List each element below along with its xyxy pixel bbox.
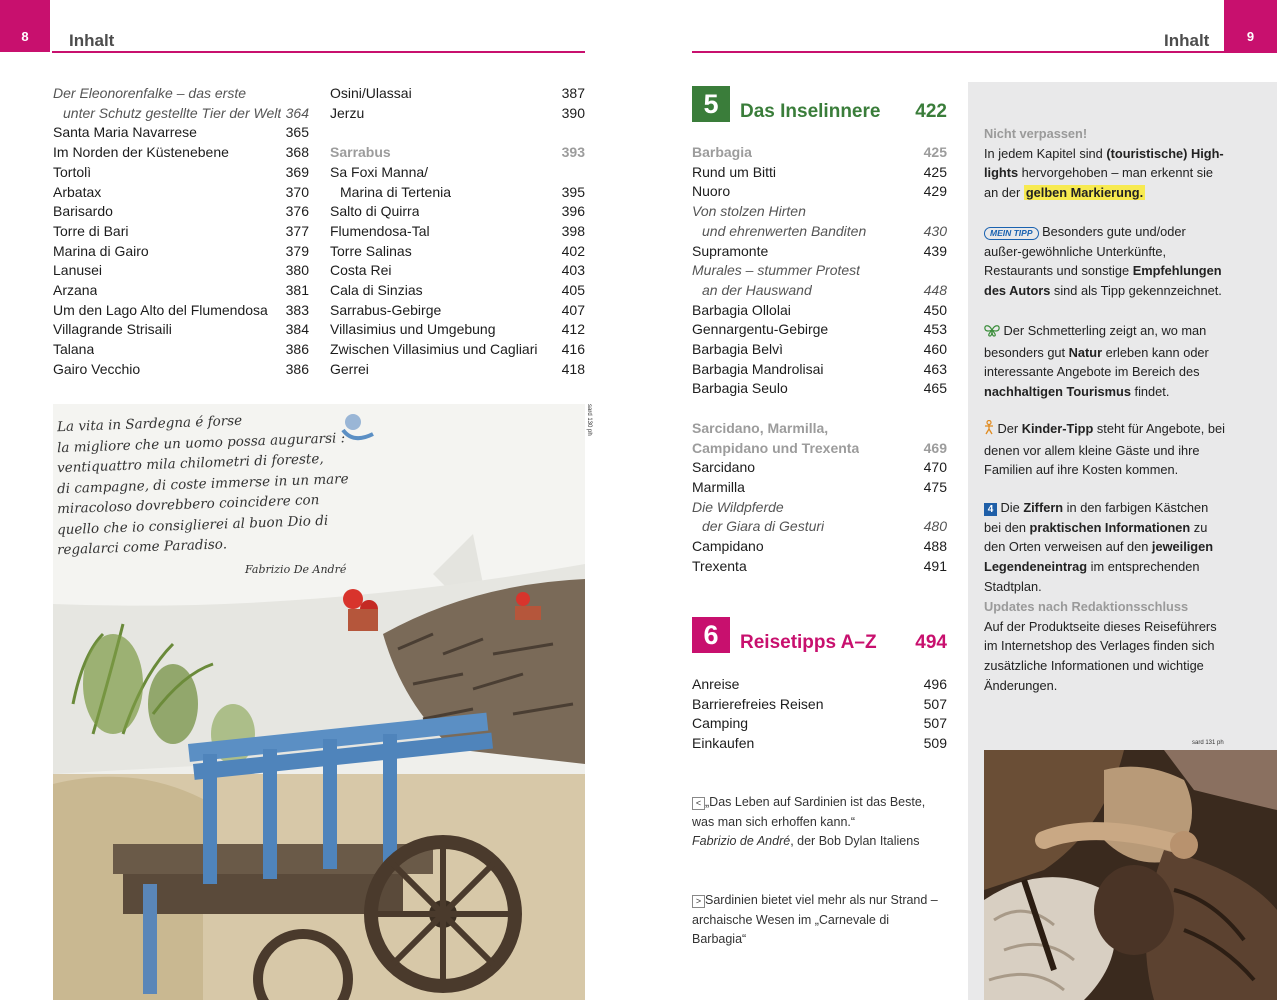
toc-entry-title: Barbagia Seulo [692,380,788,397]
photo-carnevale-barbagia [984,750,1277,1000]
toc-entry-title: Marina di Gairo [53,242,149,259]
toc-entry-title: Arzana [53,282,98,299]
toc-entry-page: 364 [285,104,309,121]
toc-entry-title: Gairo Vecchio [53,360,141,377]
photo-credit-right: sard 131 ph [1192,740,1224,746]
legend-highlights-head: Nicht verpassen! [984,126,1088,141]
toc-section-heading[interactable] [692,143,947,163]
toc-entry-page: 491 [923,557,947,574]
toc-entry-page: 453 [923,321,947,338]
toc-section-heading[interactable] [330,143,585,163]
toc-entry-page: 393 [561,144,585,161]
toc-entry-page: 386 [285,341,309,358]
toc-entry[interactable] [53,261,309,281]
toc-entry[interactable] [53,340,309,360]
toc-entry-page: 429 [923,183,947,200]
toc-entry-title: Camping [692,715,749,732]
header-title-left: Inhalt [69,31,115,50]
toc-entry-page: 377 [285,222,309,239]
wall-inscription [57,412,357,580]
toc-entry[interactable] [692,261,947,281]
toc-entry-page: 386 [285,360,309,377]
toc-entry-page: 405 [561,282,585,299]
legend-updates-text: Auf der Produktseite dieses Reiseführers im Internetshop des Verlages finden sich zusätzliche Informationen und wichtige Änderungen. [984,618,1217,693]
inscription-line: di campagne, di coste immerse in un mare [56,470,349,497]
toc-entry-title: Nuoro [692,183,731,200]
toc-entry-page: 412 [561,321,585,338]
toc-entry[interactable] [692,714,947,734]
toc-entry-title: Murales – stummer Protest [692,262,861,279]
toc-entry-title: Im Norden der Küstenebene [53,144,229,161]
toc-entry[interactable] [53,84,309,104]
toc-entry[interactable] [53,183,309,203]
page-number-left: 8 [21,28,29,44]
toc-entry[interactable] [330,281,585,301]
caption-line-1: Sardinien bietet viel mehr als nur Strand – [705,893,938,907]
toc-column-2 [330,84,585,380]
toc-entry[interactable] [53,281,309,301]
toc-spacer [692,399,947,419]
toc-entry-title: Die Wildpferde [692,498,784,515]
toc-entry[interactable] [330,163,585,183]
toc-entry-title: an der Hauswand [702,281,812,298]
toc-entry-title: Cala di Sinzias [330,282,423,299]
toc-entry[interactable] [692,458,947,478]
toc-entry-title: Gerrei [330,360,369,377]
toc-entry-page: 463 [923,360,947,377]
toc-entry[interactable] [692,360,947,380]
toc-entry[interactable] [692,498,947,518]
toc-entry[interactable] [692,281,947,301]
toc-entry-page: 465 [923,380,947,397]
legend-ziffern: 4 Die Ziffern in den farbigen Kästchen bei den praktischen Informationen zu den Orten verweisen auf den jeweiligen Legendeneintrag im entsprechenden Stadtplan. [984,500,1214,594]
toc-entry-title: der Giara di Gesturi [702,518,825,535]
toc-entry[interactable] [53,104,309,124]
photo-caption-note [692,891,942,950]
quote-author: Fabrizio de André [692,834,791,849]
toc-entry-page: 365 [285,124,309,141]
toc-entry-page: 381 [285,282,309,299]
toc-entry-title: unter Schutz gestellte Tier der Welt [63,104,282,121]
chapter-6-title[interactable]: Reisetipps A–Z [740,632,877,653]
toc-entry-title: Osini/Ulassai [330,85,412,101]
quote-author-desc: , der Bob Dylan Italiens [790,834,920,849]
toc-entry[interactable] [330,261,585,281]
page-number-tab-right [1224,0,1277,52]
toc-column-1 [53,84,309,380]
toc-entry-page: 418 [561,360,585,377]
toc-entry-title: Torre di Bari [53,222,129,239]
toc-entry-title: Supramonte [692,242,769,259]
toc-entry[interactable] [53,242,309,262]
toc-entry[interactable] [53,320,309,340]
toc-entry[interactable] [53,163,309,183]
toc-entry-title: Torre Salinas [330,242,412,259]
toc-entry-title: Talana [53,341,95,358]
toc-entry-title: Von stolzen Hirten [692,203,806,220]
inscription-line: regalarci come Paradiso. [56,536,228,559]
toc-entry-title: Zwischen Villasimius und Cagliari [330,341,538,358]
toc-entry-page: 507 [923,695,947,712]
butterfly-icon [984,323,1000,343]
toc-entry-title: Um den Lago Alto del Flumendosa [53,301,268,318]
toc-entry-title: Campidano und Trexenta [692,439,860,456]
inscription-line: quello che io consiglierei al buon Dio di [56,512,329,538]
toc-entry-title: Anreise [692,676,740,692]
number-box-icon: 4 [984,503,997,516]
toc-entry[interactable] [330,242,585,262]
toc-entry-page: 460 [923,341,947,358]
toc-entry-title: Marina di Tertenia [340,183,452,200]
toc-entry-page: 376 [285,203,309,220]
back-arrow-icon: < [692,797,705,810]
photo-credit-left: sard 130 ph [586,404,592,436]
toc-entry[interactable] [692,301,947,321]
toc-entry-page: 398 [561,222,585,239]
toc-entry-page: 396 [561,203,585,220]
toc-entry[interactable] [53,222,309,242]
toc-entry-title: Arbatax [53,183,102,200]
chapter-6-number: 6 [692,617,730,653]
toc-entry-page: 403 [561,262,585,279]
toc-entry-page: 507 [923,715,947,732]
toc-entry[interactable] [692,695,947,715]
toc-entry-page: 383 [285,301,309,318]
toc-chapter-6 [692,675,947,754]
legend-mein-tipp: MEIN TIPP Besonders gute und/oder außer-gewöhnliche Unterkünfte, Restaurants und sonstige Empfehlungen des Autors sind als Tipp gekennzeichnet. [984,224,1222,299]
legend-updates-head: Updates nach Redaktionsschluss [984,599,1189,614]
toc-entry-title: Tortolì [53,163,92,180]
toc-spacer [330,123,585,143]
toc-entry[interactable] [53,202,309,222]
toc-entry[interactable] [692,163,947,183]
legend-highlights: Nicht verpassen! In jedem Kapitel sind (touristische) High-lights hervorgehoben – man erkennt sie an der gelben Markierung. [984,124,1226,203]
toc-entry[interactable] [330,360,585,380]
toc-entry-title: Santa Maria Navarrese [53,124,197,141]
toc-entry-page: 370 [285,183,309,200]
toc-entry-page: 439 [923,242,947,259]
toc-entry[interactable] [692,675,947,695]
toc-entry-page: 402 [561,242,585,259]
legend-butterfly: Der Schmetterling zeigt an, wo man besonders gut Natur erleben kann oder interessante Angebote im Bereich des nachhaltigen Tourismus findet. [984,323,1209,400]
quote-note [692,793,942,852]
toc-entry[interactable] [330,301,585,321]
toc-entry-title: Rund um Bitti [692,163,777,180]
toc-entry-title: Der Eleonorenfalke – das erste [53,85,246,101]
child-icon [984,420,994,441]
toc-chapter-5 [692,143,947,576]
toc-entry-page: 488 [923,538,947,555]
toc-entry[interactable] [692,379,947,399]
toc-entry[interactable] [53,301,309,321]
toc-entry-page: 469 [923,439,947,456]
toc-entry[interactable] [53,360,309,380]
toc-entry[interactable] [330,84,585,104]
toc-entry-title: Barrierefreies Reisen [692,695,824,712]
toc-entry[interactable] [692,340,947,360]
toc-entry-page: 430 [923,222,947,239]
toc-entry-title: Villagrande Strisaili [53,321,172,338]
chapter-6-page: 494 [915,632,947,653]
quote-line-1: „Das Leben auf Sardinien ist das Beste, [705,795,926,809]
header-rule-right [692,51,1277,53]
toc-entry-page: 407 [561,301,585,318]
toc-entry[interactable] [692,478,947,498]
toc-entry-page: 425 [923,163,947,180]
toc-entry-page: 368 [285,144,309,161]
toc-entry-title: Flumendosa-Tal [330,222,430,239]
quote-line-2: was man sich erhoffen kann.“ [692,814,856,829]
toc-entry-title: Sarrabus [330,144,391,161]
toc-entry[interactable] [53,123,309,143]
toc-entry-title: Sarcidano [692,459,756,476]
toc-entry[interactable] [330,222,585,242]
toc-entry-page: 448 [923,281,947,298]
header-rule-left [52,51,585,53]
legend-updates [984,597,1226,696]
toc-entry-title: Lanusei [53,262,103,279]
forward-arrow-icon: > [692,895,705,908]
toc-entry[interactable] [692,182,947,202]
toc-entry[interactable] [692,517,947,537]
toc-entry-title: Barisardo [53,203,113,220]
toc-entry-title: Villasimius und Umgebung [330,321,496,338]
chapter-5-number: 5 [692,86,730,122]
caption-line-2: archaische Wesen im „Carnevale di Barbagia“ [692,912,890,947]
toc-entry[interactable] [692,734,947,754]
toc-entry[interactable] [330,202,585,222]
inscription-line: ventiquattro mila chilometri di foreste, [56,450,324,477]
toc-entry-page: 379 [285,242,309,259]
toc-entry[interactable] [692,320,947,340]
toc-entry-page: 416 [561,341,585,358]
toc-entry-page: 470 [923,459,947,476]
toc-entry[interactable] [53,143,309,163]
toc-entry-title: Barbagia Mandrolisai [692,360,824,377]
toc-entry[interactable] [692,537,947,557]
chapter-5-title[interactable]: Das Inselinnere [740,101,881,122]
toc-entry-title: Barbagia [692,144,752,160]
toc-entry-page: 509 [923,735,947,752]
toc-entry[interactable] [692,222,947,242]
toc-entry-page: 369 [285,163,309,180]
toc-entry[interactable] [330,320,585,340]
toc-entry-title: Campidano [692,538,764,555]
toc-entry-page: 475 [923,478,947,495]
toc-entry-title: Sarcidano, Marmilla, [692,419,829,436]
toc-entry-page: 387 [561,85,585,101]
yellow-highlight: gelben Markierung. [1025,185,1144,201]
toc-entry[interactable] [692,202,947,222]
photo-sardinian-cart [53,404,585,1000]
toc-entry-title: Sarrabus-Gebirge [330,301,442,318]
toc-entry-title: Gennargentu-Gebirge [692,321,829,338]
page-number-tab-left [0,0,50,52]
toc-entry[interactable] [692,242,947,262]
inscription-line: miracoloso dovrebbero coincidere con [56,492,320,518]
toc-entry-title: Barbagia Belvì [692,341,784,358]
page-number-right: 9 [1246,28,1255,44]
toc-entry-title: Trexenta [692,557,747,574]
toc-entry-page: 496 [923,676,947,692]
header-title-right: Inhalt [1164,31,1210,50]
toc-entry-title: Sa Foxi Manna/ [330,163,429,180]
toc-entry-page: 390 [561,104,585,121]
toc-entry-title: Jerzu [330,104,365,121]
toc-entry[interactable] [330,104,585,124]
toc-entry[interactable] [692,557,947,577]
toc-entry[interactable] [330,340,585,360]
chapter-5-page: 422 [915,101,947,122]
toc-entry-title: Barbagia Ollolai [692,301,791,318]
legend-kinder-tipp: Der Kinder-Tipp steht für Angebote, bei denen vor allem kleine Gäste und ihre Familien auf ihre Kosten kommen. [984,421,1225,478]
toc-entry-title: Costa Rei [330,262,392,279]
toc-entry[interactable] [330,183,585,203]
toc-section-heading[interactable] [692,439,947,459]
toc-entry-page: 395 [561,183,585,200]
toc-entry-page: 380 [285,262,309,279]
toc-entry-page: 384 [285,321,309,338]
mein-tipp-icon: MEIN TIPP [984,227,1039,240]
toc-section-heading[interactable] [692,419,947,439]
toc-entry-title: Einkaufen [692,735,755,752]
inscription-line: La vita in Sardegna é forse [56,412,243,436]
toc-entry-page: 480 [923,518,947,535]
toc-entry-title: Salto di Quirra [330,203,420,220]
toc-entry-title: und ehrenwerten Banditen [702,222,867,239]
toc-entry-page: 450 [923,301,947,318]
toc-entry-title: Marmilla [692,478,745,495]
inscription-signature: Fabrizio De André [245,562,347,576]
toc-entry-page: 425 [923,144,947,160]
inscription-line: la migliore che un uomo possa augurarsi : [56,429,346,456]
